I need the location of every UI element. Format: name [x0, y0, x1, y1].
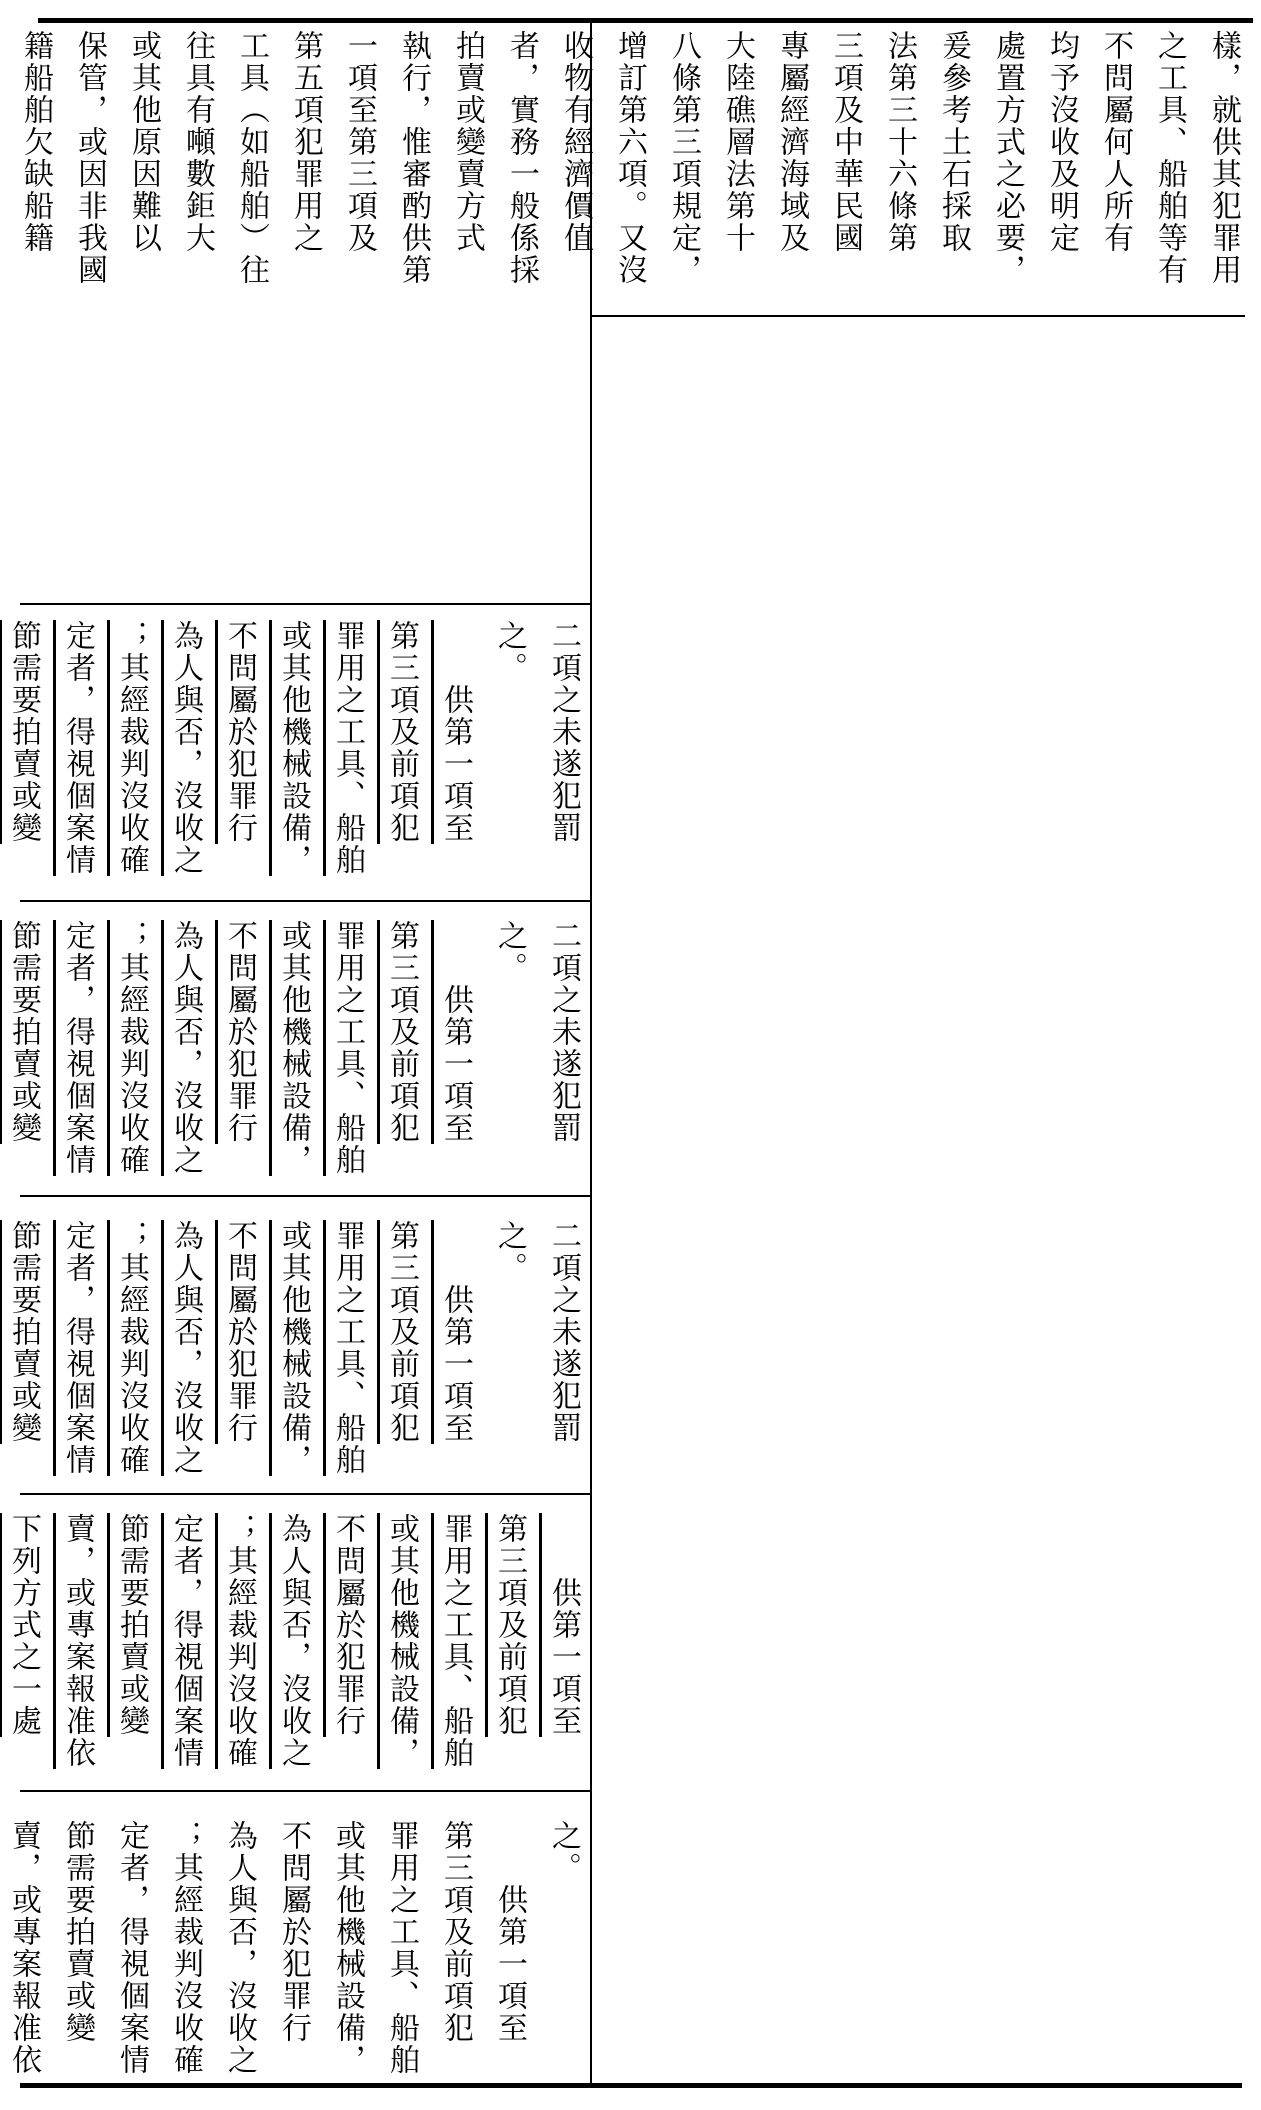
text-line: 二項之未遂犯罰: [546, 920, 581, 1144]
text-line: 節需要拍賣或變: [6, 620, 41, 844]
text-line: 或其他機械設備，: [276, 1220, 311, 1476]
row-divider-3: [20, 1195, 590, 1197]
row-divider-4: [20, 1493, 590, 1495]
text-line: 罪用之工具、船舶: [384, 1820, 419, 2076]
text-line: 不問屬於犯罪行: [222, 920, 257, 1144]
text-line: 定者，得視個案情: [168, 1513, 203, 1769]
bottom-rule: [20, 2083, 1242, 2088]
text-line: ；其經裁判沒收確: [168, 1820, 203, 2076]
text-line: 為人與否，沒收之: [168, 620, 203, 876]
text-line: 或其他機械設備，: [276, 920, 311, 1176]
text-line: 供第一項至: [438, 920, 473, 1144]
text-line: 第三項及前項犯: [384, 920, 419, 1144]
text-line: 樣，就供其犯罪用: [1206, 30, 1241, 286]
text-line: 第三項及前項犯: [384, 620, 419, 844]
text-line: 賣，或專案報准依: [6, 1820, 41, 2076]
text-line: 一項至第三項及: [342, 30, 377, 254]
text-line: 節需要拍賣或變: [6, 1220, 41, 1444]
top-rule: [38, 18, 1253, 23]
text-column-6: [18, 30, 1250, 310]
text-line: 節需要拍賣或變: [60, 1820, 95, 2044]
text-line: 保管，或因非我國: [72, 30, 107, 286]
text-line: 之。: [546, 1820, 581, 1884]
text-line: 或其他原因難以: [126, 30, 161, 254]
text-line: 下列方式之一處: [6, 1513, 41, 1737]
text-line: 三項及中華民國: [828, 30, 863, 254]
text-line: 不問屬於犯罪行: [222, 620, 257, 844]
text-line: 賣，或專案報准依: [60, 1513, 95, 1769]
text-line: 二項之未遂犯罰: [546, 620, 581, 844]
text-line: 不問屬何人所有: [1098, 30, 1133, 254]
text-line: 之。: [492, 620, 527, 684]
text-line: ；其經裁判沒收確: [114, 1220, 149, 1476]
text-line: 往具有噸數鉅大: [180, 30, 215, 254]
row-divider-right: [590, 315, 1245, 317]
text-line: 之。: [492, 1220, 527, 1284]
text-line: 均予沒收及明定: [1044, 30, 1079, 254]
text-line: 法第三十六條第: [882, 30, 917, 254]
text-line: 節需要拍賣或變: [6, 920, 41, 1144]
text-line: 大陸礁層法第十: [720, 30, 755, 254]
text-line: 定者，得視個案情: [60, 1220, 95, 1476]
text-line: ；其經裁判沒收確: [114, 620, 149, 876]
text-line: 供第一項至: [492, 1820, 527, 2044]
text-line: ；其經裁判沒收確: [222, 1513, 257, 1769]
text-line: 定者，得視個案情: [60, 920, 95, 1176]
text-line: 罪用之工具、船舶: [330, 620, 365, 876]
text-line: 不問屬於犯罪行: [330, 1513, 365, 1737]
text-line: 二項之未遂犯罰: [546, 1220, 581, 1444]
text-line: 執行，惟審酌供第: [396, 30, 431, 286]
text-line: 不問屬於犯罪行: [276, 1820, 311, 2044]
text-line: 供第一項至: [438, 1220, 473, 1444]
text-line: 定者，得視個案情: [114, 1820, 149, 2076]
text-line: 或其他機械設備，: [330, 1820, 365, 2076]
text-line: 增訂第六項。又沒: [612, 30, 647, 286]
text-line: 為人與否，沒收之: [168, 920, 203, 1176]
text-line: 專屬經濟海域及: [774, 30, 809, 254]
text-line: 或其他機械設備，: [276, 620, 311, 876]
text-line: 者，實務一般係採: [504, 30, 539, 286]
row-divider-2: [20, 900, 590, 902]
text-line: 之工具、船舶等有: [1152, 30, 1187, 286]
text-column-1: [6, 1820, 590, 2080]
text-line: ；其經裁判沒收確: [114, 920, 149, 1176]
text-line: 第三項及前項犯: [384, 1220, 419, 1444]
text-column-3: [6, 1220, 590, 1490]
row-divider-5: [20, 1790, 590, 1792]
text-line: 節需要拍賣或變: [114, 1513, 149, 1737]
text-line: 第三項及前項犯: [492, 1513, 527, 1737]
text-line: 罪用之工具、船舶: [330, 1220, 365, 1476]
text-line: 第三項及前項犯: [438, 1820, 473, 2044]
text-line: 為人與否，沒收之: [276, 1513, 311, 1769]
text-line: 定者，得視個案情: [60, 620, 95, 876]
text-line: 供第一項至: [546, 1513, 581, 1737]
text-line: 工具（如船舶）往: [234, 30, 269, 286]
text-line: 不問屬於犯罪行: [222, 1220, 257, 1444]
text-line: 第五項犯罪用之: [288, 30, 323, 254]
text-line: 處置方式之必要，: [990, 30, 1025, 286]
text-column-2: [6, 1513, 590, 1783]
text-line: 之。: [492, 920, 527, 984]
text-line: 為人與否，沒收之: [222, 1820, 257, 2076]
text-line: 收物有經濟價值: [558, 30, 593, 254]
row-divider-1: [20, 603, 590, 605]
text-line: 罪用之工具、船舶: [330, 920, 365, 1176]
text-column-5: [6, 620, 590, 890]
text-column-4: [6, 920, 590, 1190]
text-line: 籍船舶欠缺船籍: [18, 30, 53, 254]
text-line: 為人與否，沒收之: [168, 1220, 203, 1476]
text-line: 或其他機械設備，: [384, 1513, 419, 1769]
text-line: 爰參考土石採取: [936, 30, 971, 254]
column-divider: [590, 20, 592, 2086]
text-line: 八條第三項規定，: [666, 30, 701, 286]
text-line: 拍賣或變賣方式: [450, 30, 485, 254]
text-line: 供第一項至: [438, 620, 473, 844]
text-line: 罪用之工具、船舶: [438, 1513, 473, 1769]
